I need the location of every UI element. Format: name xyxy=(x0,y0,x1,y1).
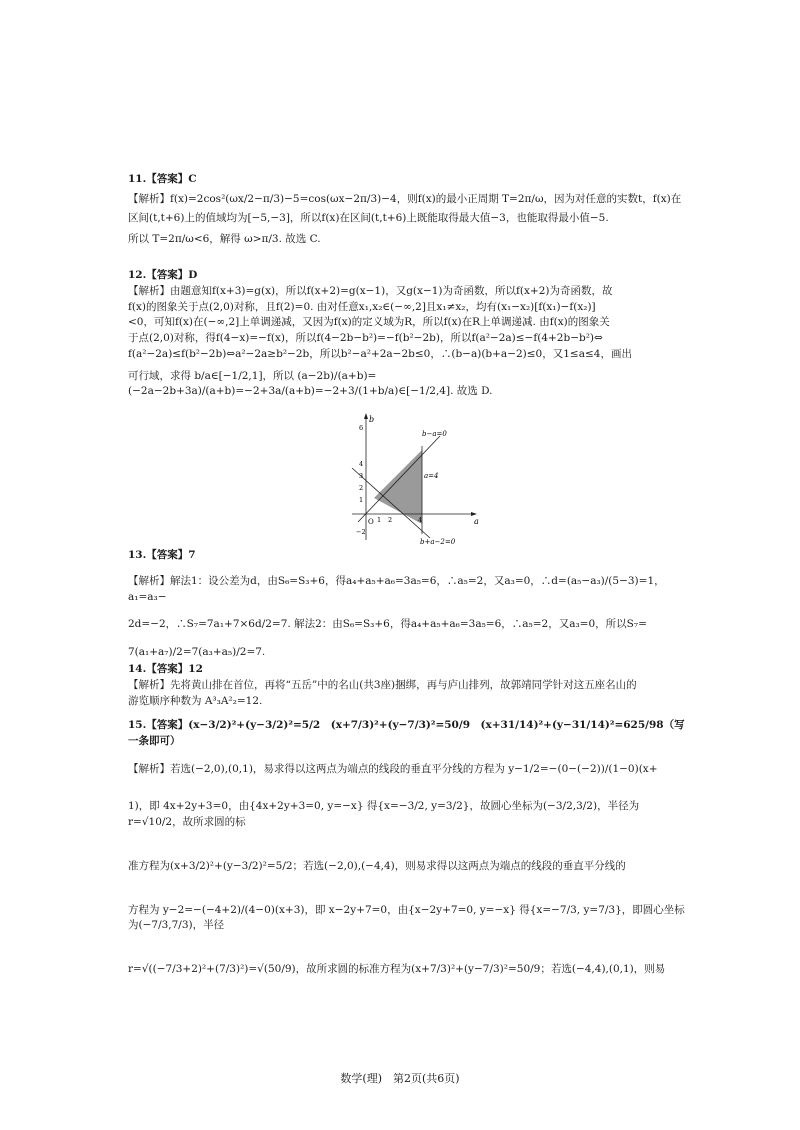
b-axis-label: b xyxy=(369,415,375,424)
tick-label: 2 xyxy=(388,516,393,524)
line2-label: a=4 xyxy=(424,472,439,480)
solution-text: 【解析】由题意知f(x+3)=g(x)，所以f(x+2)=g(x−1)，又g(x−1)为奇函数，所以f(x+2)为奇函数，故 xyxy=(128,284,613,297)
solution-text: 方程为 y−2=−(−4+2)/(4−0)(x+3)，即 x−2y+7=0，由{x−2y+7=0, y=−x} 得{x=−7/3, y=7/3}，即圆心坐标为(−7/3,7/3)，半径 xyxy=(128,903,685,932)
question-11 xyxy=(128,172,688,248)
tick-label: 1 xyxy=(377,516,382,524)
solution-text: 所以 T=2π/ω<6，解得 ω>π/3. 故选 C. xyxy=(128,233,321,246)
feasible-region-figure xyxy=(322,410,482,550)
solution-text: 准方程为(x+3/2)²+(y−3/2)²=5/2；若选(−2,0),(−4,4)，则易求得以这两点为端点的线段的垂直平分线的 xyxy=(128,859,626,872)
question-12 xyxy=(128,268,688,400)
question-13 xyxy=(128,548,688,661)
a-axis-arrow-icon xyxy=(471,512,477,516)
solution-text: f(x)的图象关于点(2,0)对称，且f(2)=0. 由对任意x₁,x₂∈(−∞,2]且x₁≠x₂，均有(x₁−x₂)[f(x₁)−f(x₂)] xyxy=(128,300,596,313)
tick-label: −2 xyxy=(356,528,366,536)
solution-text: 【解析】f(x)=2cos²(ωx/2−π/3)−5=cos(ωx−2π/3)−4，则f(x)的最小正周期 T=2π/ω，因为对任意的实数t，f(x)在 xyxy=(128,192,682,205)
solution-text: 1)，即 4x+2y+3=0，由{4x+2y+3=0, y=−x} 得{x=−3/2, y=3/2}，故圆心坐标为(−3/2,3/2)，半径为 r=√10/2，故所求圆的标 xyxy=(128,800,640,828)
line3-label: b+a−2=0 xyxy=(420,538,456,546)
b-axis-arrow-icon xyxy=(364,413,368,419)
origin-label: O xyxy=(368,518,374,526)
a-axis-label: a xyxy=(474,517,479,526)
solution-text: 7(a₁+a₇)/2=7(a₃+a₅)/2=7. xyxy=(128,646,266,658)
solution-text: 【解析】若选(−2,0),(0,1)，易求得以这两点为端点的线段的垂直平分线的方程为 y−1/2=−(0−(−2))/(1−0)(x+ xyxy=(128,762,658,775)
solution-text: 区间(t,t+6)上的值域均为[−5,−3]，所以f(x)在区间(t,t+6)上既能取得最大值−3，也能取得最小值−5. xyxy=(128,211,609,224)
tick-label: 1 xyxy=(359,496,364,504)
solution-text: 游览顺序种数为 A³₃A²₂=12. xyxy=(128,694,263,707)
question-15 xyxy=(128,718,688,978)
solution-text: 于点(2,0)对称，得f(4−x)=−f(x)，所以f(4−2b−b²)=−f(b²−2b)，所以f(a²−2a)≤−f(4+2b−b²)⇔ xyxy=(128,332,603,344)
solution-text: 可行域，求得 b/a∈[−1/2,1]，所以 (a−2b)/(a+b)=(−2a−2b+3a)/(a+b)=−2+3a/(a+b)=−2+3/(1+b/a)∈[−1/2,4]. 故选 D. xyxy=(128,369,493,398)
solution-text: 2d=−2，∴S₇=7a₁+7×6d/2=7. 解法2：由S₆=S₃+6，得a₄+a₅+a₆=3a₅=6，∴a₅=2，又a₃=0，所以S₇= xyxy=(128,618,647,631)
shaded-region xyxy=(374,450,422,524)
answer-header: 15.【答案】(x−3/2)²+(y−3/2)²=5/2 (x+7/3)²+(y−7/3)²=50/9 (x+31/14)²+(y−31/14)²=625/98（写一条即可） xyxy=(128,719,685,747)
answer-header: 14.【答案】12 xyxy=(128,663,203,675)
answer-header: 13.【答案】7 xyxy=(128,549,196,561)
solution-text: <0，可知f(x)在(−∞,2]上单调递减，又因为f(x)的定义域为R，所以f(x)在R上单调递减. 由f(x)的图象关 xyxy=(128,316,610,329)
question-14 xyxy=(128,662,688,709)
tick-label: 6 xyxy=(359,424,364,432)
solution-text: 【解析】解法1：设公差为d，由S₆=S₃+6，得a₄+a₅+a₆=3a₅=6，∴a₅=2，又a₃=0，∴d=(a₅−a₃)/(5−3)=1，a₁=a₃− xyxy=(128,574,665,603)
solution-text: f(a²−2a)≤f(b²−2b)⇔a²−2a≥b²−2b，所以b²−a²+2a−2b≤0，∴(b−a)(b+a−2)≤0，又1≤a≤4，画出 xyxy=(128,347,632,360)
page-footer: 数学(理) 第2页(共6页) xyxy=(340,1072,460,1085)
tick-label: 2 xyxy=(359,484,364,492)
answer-header: 12.【答案】D xyxy=(128,269,198,281)
tick-label: 4 xyxy=(359,460,364,468)
solution-text: 【解析】先将黄山排在首位，再将“五岳”中的名山(共3座)捆绑，再与庐山排列，故郭靖同学针对这五座名山的 xyxy=(128,678,637,691)
tick-label: 3 xyxy=(359,472,364,480)
line1-label: b−a=0 xyxy=(422,430,447,438)
solution-text: r=√((−7/3+2)²+(7/3)²)=√(50/9)，故所求圆的标准方程为(x+7/3)²+(y−7/3)²=50/9；若选(−4,4),(0,1)，则易 xyxy=(128,963,666,975)
answer-header: 11.【答案】C xyxy=(128,173,197,185)
tick-label: 4 xyxy=(418,516,423,524)
